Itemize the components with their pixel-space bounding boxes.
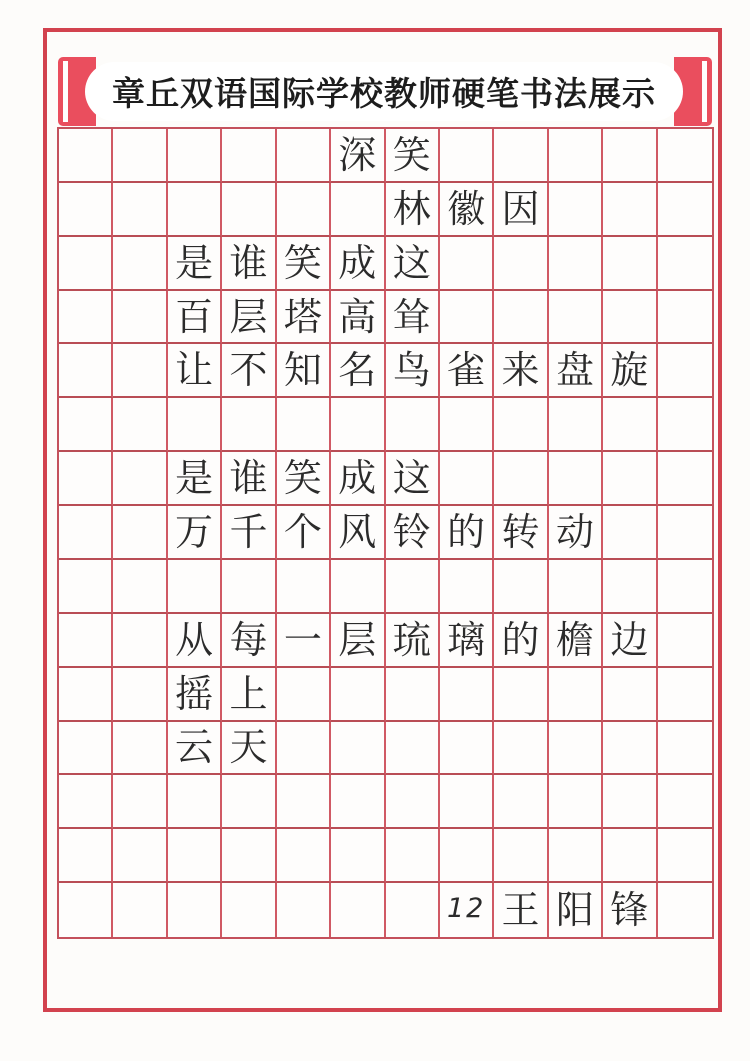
grid-cell-char: 塔 bbox=[277, 291, 331, 345]
grid-cell bbox=[440, 829, 494, 883]
grid-cell-char: 这 bbox=[386, 452, 440, 506]
grid-cell bbox=[658, 398, 712, 452]
grid-cell-char: 万 bbox=[168, 506, 222, 560]
grid-cell bbox=[59, 722, 113, 776]
grid-cell bbox=[222, 883, 276, 937]
grid-cell bbox=[386, 722, 440, 776]
grid-cell bbox=[440, 398, 494, 452]
grid-cell-char: 琉 bbox=[386, 614, 440, 668]
grid-cell bbox=[658, 452, 712, 506]
grid-cell-char: 徽 bbox=[440, 183, 494, 237]
grid-cell bbox=[168, 129, 222, 183]
grid-cell bbox=[113, 614, 167, 668]
grid-cell bbox=[603, 560, 657, 614]
grid-cell bbox=[331, 398, 385, 452]
grid-cell bbox=[113, 129, 167, 183]
grid-cell bbox=[386, 398, 440, 452]
grid-cell bbox=[549, 452, 603, 506]
grid-cell bbox=[603, 668, 657, 722]
grid-cell bbox=[494, 129, 548, 183]
grid-cell bbox=[440, 291, 494, 345]
grid-cell bbox=[549, 668, 603, 722]
grid-cell bbox=[440, 452, 494, 506]
grid-cell-char: 动 bbox=[549, 506, 603, 560]
grid-cell bbox=[658, 560, 712, 614]
grid-cell bbox=[658, 291, 712, 345]
grid-cell bbox=[494, 452, 548, 506]
grid-cell bbox=[59, 614, 113, 668]
grid-cell bbox=[59, 129, 113, 183]
grid-cell bbox=[59, 775, 113, 829]
grid-cell bbox=[113, 398, 167, 452]
grid-cell bbox=[603, 506, 657, 560]
banner-left-stripe bbox=[63, 61, 68, 122]
grid-cell bbox=[603, 237, 657, 291]
grid-cell bbox=[113, 291, 167, 345]
grid-cell bbox=[386, 775, 440, 829]
grid-cell bbox=[549, 398, 603, 452]
grid-cell bbox=[113, 722, 167, 776]
grid-cell bbox=[59, 668, 113, 722]
grid-cell bbox=[113, 775, 167, 829]
grid-cell bbox=[277, 183, 331, 237]
grid-cell bbox=[59, 291, 113, 345]
grid-cell bbox=[59, 398, 113, 452]
grid-cell bbox=[603, 291, 657, 345]
grid-cell-char: 一 bbox=[277, 614, 331, 668]
grid-cell bbox=[168, 183, 222, 237]
grid-cell bbox=[440, 129, 494, 183]
grid-cell bbox=[59, 344, 113, 398]
grid-cell-char: 林 bbox=[386, 183, 440, 237]
grid-cell-char: 层 bbox=[222, 291, 276, 345]
banner-body bbox=[85, 62, 683, 121]
grid-cell-char: 深 bbox=[331, 129, 385, 183]
grid-cell-char: 笑 bbox=[386, 129, 440, 183]
grid-cell bbox=[658, 237, 712, 291]
grid-cell-char: 的 bbox=[494, 614, 548, 668]
grid-cell bbox=[494, 668, 548, 722]
grid-cell bbox=[658, 129, 712, 183]
grid-cell bbox=[331, 560, 385, 614]
grid-cell-char: 谁 bbox=[222, 237, 276, 291]
grid-cell bbox=[168, 829, 222, 883]
grid-cell-char: 旋 bbox=[603, 344, 657, 398]
grid-cell-char: 从 bbox=[168, 614, 222, 668]
grid-cell bbox=[168, 560, 222, 614]
title-banner bbox=[0, 0, 750, 130]
banner-right-stripe bbox=[702, 61, 707, 122]
grid-cell-char: 个 bbox=[277, 506, 331, 560]
grid-cell bbox=[658, 722, 712, 776]
grid-cell bbox=[494, 775, 548, 829]
grid-cell-char: 风 bbox=[331, 506, 385, 560]
grid-cell bbox=[222, 183, 276, 237]
grid-cell bbox=[59, 829, 113, 883]
grid-cell bbox=[603, 183, 657, 237]
grid-cell bbox=[440, 722, 494, 776]
grid-cell-char: 檐 bbox=[549, 614, 603, 668]
grid-cell-char: 是 bbox=[168, 237, 222, 291]
grid-cell bbox=[494, 237, 548, 291]
grid-cell-char: 让 bbox=[168, 344, 222, 398]
grid-cell-char: 铃 bbox=[386, 506, 440, 560]
grid-cell bbox=[222, 775, 276, 829]
grid-cell bbox=[277, 883, 331, 937]
grid-cell bbox=[440, 668, 494, 722]
grid-cell bbox=[386, 829, 440, 883]
grid-cell bbox=[658, 775, 712, 829]
grid-cell-char: 阳 bbox=[549, 883, 603, 937]
grid-cell-char: 千 bbox=[222, 506, 276, 560]
grid-cell bbox=[440, 775, 494, 829]
grid-cell-char: 雀 bbox=[440, 344, 494, 398]
grid-cell bbox=[113, 237, 167, 291]
grid-cell bbox=[658, 614, 712, 668]
grid-cell bbox=[277, 829, 331, 883]
grid-cell bbox=[603, 129, 657, 183]
grid-cell-char: 这 bbox=[386, 237, 440, 291]
grid-cell bbox=[168, 398, 222, 452]
grid-cell bbox=[603, 398, 657, 452]
grid-cell-char: 名 bbox=[331, 344, 385, 398]
grid-cell bbox=[331, 183, 385, 237]
grid-cell bbox=[113, 883, 167, 937]
grid-cell bbox=[59, 237, 113, 291]
grid-cell-char: 知 bbox=[277, 344, 331, 398]
grid-cell bbox=[331, 668, 385, 722]
grid-cell-char: 王 bbox=[494, 883, 548, 937]
grid-cell bbox=[658, 668, 712, 722]
grid-cell bbox=[277, 398, 331, 452]
grid-cell bbox=[222, 560, 276, 614]
grid-cell bbox=[277, 775, 331, 829]
grid-cell bbox=[603, 452, 657, 506]
grid-cell bbox=[113, 452, 167, 506]
grid-cell-char: 高 bbox=[331, 291, 385, 345]
grid-cell bbox=[331, 775, 385, 829]
grid-cell-char: 成 bbox=[331, 237, 385, 291]
grid-cell bbox=[549, 560, 603, 614]
grid-cell bbox=[59, 883, 113, 937]
grid-cell bbox=[494, 398, 548, 452]
grid-cell bbox=[494, 829, 548, 883]
grid-cell-char: 摇 bbox=[168, 668, 222, 722]
grid-cell-char: 笑 bbox=[277, 452, 331, 506]
grid-cell-char: 层 bbox=[331, 614, 385, 668]
grid-cell bbox=[222, 829, 276, 883]
grid-cell-char: 锋 bbox=[603, 883, 657, 937]
grid-cell bbox=[277, 722, 331, 776]
grid-cell bbox=[658, 183, 712, 237]
grid-cell bbox=[658, 506, 712, 560]
grid-cell bbox=[277, 129, 331, 183]
grid-cell bbox=[386, 668, 440, 722]
grid-cell-char: 鸟 bbox=[386, 344, 440, 398]
grid-cell bbox=[113, 183, 167, 237]
grid-cell-char: 来 bbox=[494, 344, 548, 398]
grid-cell bbox=[549, 129, 603, 183]
grid-cell-char: 上 bbox=[222, 668, 276, 722]
grid-cell bbox=[658, 344, 712, 398]
grid-cell bbox=[494, 560, 548, 614]
banner-title: 章丘双语国际学校教师硬笔书法展示 bbox=[112, 74, 656, 113]
grid-cell-char: 的 bbox=[440, 506, 494, 560]
grid-cell bbox=[440, 560, 494, 614]
grid-cell bbox=[331, 829, 385, 883]
grid-cell bbox=[59, 452, 113, 506]
grid-cell bbox=[658, 883, 712, 937]
grid-cell-char: 不 bbox=[222, 344, 276, 398]
grid-cell bbox=[603, 722, 657, 776]
grid-cell bbox=[113, 560, 167, 614]
writing-grid bbox=[57, 127, 714, 939]
grid-cell bbox=[59, 560, 113, 614]
grid-cell bbox=[549, 237, 603, 291]
grid-cell bbox=[59, 506, 113, 560]
grid-cell bbox=[658, 829, 712, 883]
grid-cell-char: 璃 bbox=[440, 614, 494, 668]
grid-cell bbox=[549, 775, 603, 829]
grid-cell-char: 谁 bbox=[222, 452, 276, 506]
grid-cell bbox=[113, 829, 167, 883]
grid-cell-char: 成 bbox=[331, 452, 385, 506]
grid-cell-char: 是 bbox=[168, 452, 222, 506]
grid-cell bbox=[549, 183, 603, 237]
grid-cell-char: 12 bbox=[440, 883, 494, 937]
grid-cell bbox=[494, 722, 548, 776]
grid-cell bbox=[222, 398, 276, 452]
grid-cell bbox=[277, 668, 331, 722]
grid-cell bbox=[277, 560, 331, 614]
grid-cell bbox=[113, 506, 167, 560]
grid-cell bbox=[168, 883, 222, 937]
grid-cell bbox=[549, 291, 603, 345]
grid-cell-char: 每 bbox=[222, 614, 276, 668]
grid-cell-char: 百 bbox=[168, 291, 222, 345]
grid-cell-char: 笑 bbox=[277, 237, 331, 291]
grid-cell bbox=[113, 344, 167, 398]
grid-cell-char: 耸 bbox=[386, 291, 440, 345]
grid-cell-char: 转 bbox=[494, 506, 548, 560]
grid-cell bbox=[331, 883, 385, 937]
grid-cell bbox=[331, 722, 385, 776]
grid-cell bbox=[386, 560, 440, 614]
grid-cell bbox=[549, 722, 603, 776]
grid-cell bbox=[549, 829, 603, 883]
grid-cell bbox=[222, 129, 276, 183]
grid-cell bbox=[386, 883, 440, 937]
grid-cell bbox=[494, 291, 548, 345]
grid-cell-char: 天 bbox=[222, 722, 276, 776]
grid-cell bbox=[603, 775, 657, 829]
grid-cell bbox=[168, 775, 222, 829]
grid-cell bbox=[440, 237, 494, 291]
grid-cell-char: 盘 bbox=[549, 344, 603, 398]
grid-cell-char: 因 bbox=[494, 183, 548, 237]
grid-cell bbox=[603, 829, 657, 883]
grid-cell-char: 边 bbox=[603, 614, 657, 668]
grid-cell bbox=[59, 183, 113, 237]
grid-cell bbox=[113, 668, 167, 722]
grid-cell-char: 云 bbox=[168, 722, 222, 776]
